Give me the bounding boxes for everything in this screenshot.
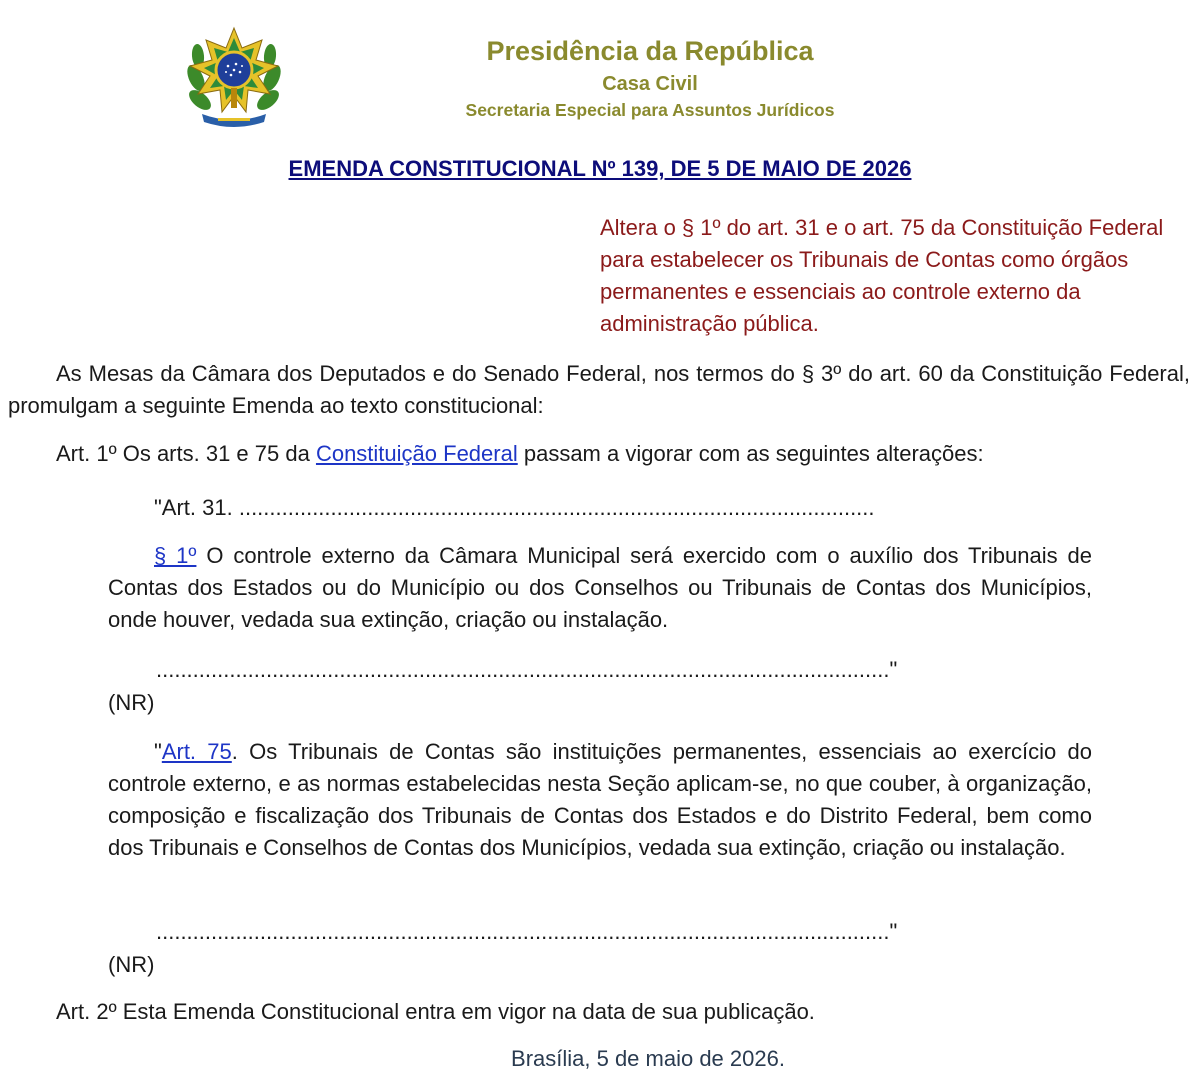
- art-75-open-quote: ": [154, 739, 162, 764]
- header-casa-civil: Casa Civil: [602, 73, 698, 95]
- art-31-heading: "Art. 31. ........................................................................................................: [154, 495, 875, 520]
- brazil-coat-of-arms-icon: [184, 26, 284, 132]
- constituicao-federal-link[interactable]: Constituição Federal: [315, 441, 518, 466]
- art-31-ellipsis: ........................................................................................................................": [156, 657, 898, 682]
- art-75-link[interactable]: Art. 75: [161, 739, 232, 764]
- art-31-nr: (NR): [108, 690, 155, 715]
- paragraph-1-text: O controle externo da Câmara Municipal será exercido com o auxílio dos Tribunais de Contas dos Estados ou do Município ou dos Conselhos ou Tribunais de Contas dos Municípios, onde houver, vedada sua extinção, criação ou instalação.: [108, 543, 1093, 632]
- article-1: [56, 438, 1190, 470]
- art-31-paragraph-1: [108, 540, 1092, 636]
- ementa: Altera o § 1º do art. 31 e o art. 75 da Constituição Federal para estabelecer os Tribunais de Contas como órgãos permanentes e essenciais ao controle externo da administração pública.: [600, 215, 1164, 336]
- place-date: Brasília, 5 de maio de 2026.: [511, 1046, 785, 1071]
- article-2: Art. 2º Esta Emenda Constitucional entra em vigor na data de sua publicação.: [56, 999, 815, 1024]
- header-presidency: Presidência da República: [486, 36, 814, 66]
- paragraph-1-link[interactable]: § 1º: [154, 543, 197, 568]
- art-75-paragraph: [108, 736, 1092, 864]
- article-1-text-start: Art. 1º Os arts. 31 e 75 da: [56, 441, 316, 466]
- art-75-nr: (NR): [108, 952, 155, 977]
- preamble: As Mesas da Câmara dos Deputados e do Senado Federal, nos termos do § 3º do art. 60 da Constituição Federal, promulgam a seguinte Emenda ao texto constitucional:: [8, 361, 1190, 418]
- art-75-ellipsis: ........................................................................................................................": [156, 919, 898, 944]
- article-1-text-end: passam a vigorar com as seguintes alterações:: [517, 441, 984, 466]
- art-75-text: . Os Tribunais de Contas são instituições permanentes, essenciais ao exercício do controle externo, e as normas estabelecidas nesta Seção aplicam-se, no que couber, à organização, composição e fiscalização dos Tribunais de Contas dos Estados e do Distrito Federal, bem como dos Tribunais e Conselhos de Contas dos Municípios, vedada sua extinção, criação ou instalação.: [108, 739, 1093, 860]
- page-title[interactable]: EMENDA CONSTITUCIONAL Nº 139, DE 5 DE MAIO DE 2026: [288, 156, 912, 181]
- header-secretariat: Secretaria Especial para Assuntos Jurídicos: [465, 100, 835, 120]
